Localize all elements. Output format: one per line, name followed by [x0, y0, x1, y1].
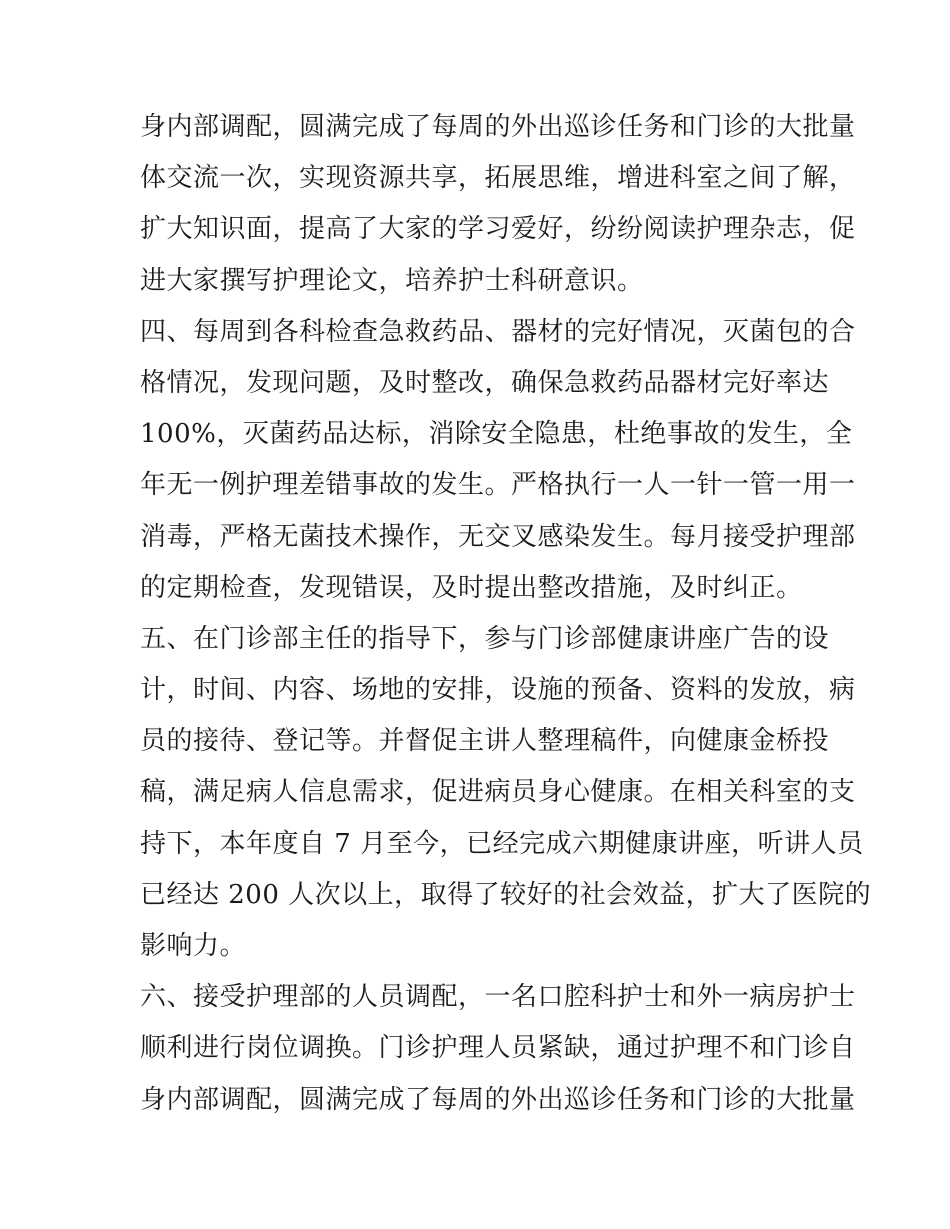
text-line-3: 扩大知识面，提高了大家的学习爱好，纷纷阅读护理杂志，促	[140, 214, 856, 245]
text-line-15: 持下，本年度自 7 月至今，已经完成六期健康讲座，听讲人员	[140, 828, 864, 859]
text-line-6: 格情况，发现问题，及时整改，确保急救药品器材完好率达	[140, 367, 830, 398]
text-line-19: 顺利进行岗位调换。门诊护理人员紧缺，通过护理不和门诊自	[140, 1033, 856, 1064]
body-text	[140, 102, 872, 1126]
text-line-13: 员的接待、登记等。并督促主讲人整理稿件，向健康金桥投	[140, 726, 830, 757]
text-line-7: 100%，灭菌药品达标，消除安全隐患，杜绝事故的发生，全	[140, 419, 853, 450]
text-line-2: 体交流一次，实现资源共享，拓展思维，增进科室之间了解，	[140, 163, 856, 194]
text-line-1: 身内部调配，圆满完成了每周的外出巡诊任务和门诊的大批量	[140, 112, 856, 142]
text-line-9: 消毒，严格无菌技术操作，无交叉感染发生。每月接受护理部	[140, 521, 856, 552]
text-line-20: 身内部调配，圆满完成了每周的外出巡诊任务和门诊的大批量	[140, 1084, 856, 1115]
text-line-4: 进大家撰写护理论文，培养护士科研意识。	[140, 265, 644, 296]
text-line-8: 年无一例护理差错事故的发生。严格执行一人一针一管一用一	[140, 470, 856, 501]
text-line-11: 五、在门诊部主任的指导下，参与门诊部健康讲座广告的设	[140, 623, 830, 654]
text-line-14: 稿，满足病人信息需求，促进病员身心健康。在相关科室的支	[140, 777, 856, 808]
text-line-10: 的定期检查，发现错误，及时提出整改措施，及时纠正。	[140, 572, 803, 603]
text-line-18: 六、接受护理部的人员调配，一名口腔科护士和外一病房护士	[140, 982, 856, 1013]
text-line-17: 影响力。	[140, 931, 247, 961]
text-line-12: 计，时间、内容、场地的安排，设施的预备、资料的发放，病	[140, 675, 856, 706]
text-line-16: 已经达 200 人次以上，取得了较好的社会效益，扩大了医院的	[140, 879, 872, 910]
text-line-5: 四、每周到各科检查急救药品、器材的完好情况，灭菌包的合	[140, 316, 856, 347]
